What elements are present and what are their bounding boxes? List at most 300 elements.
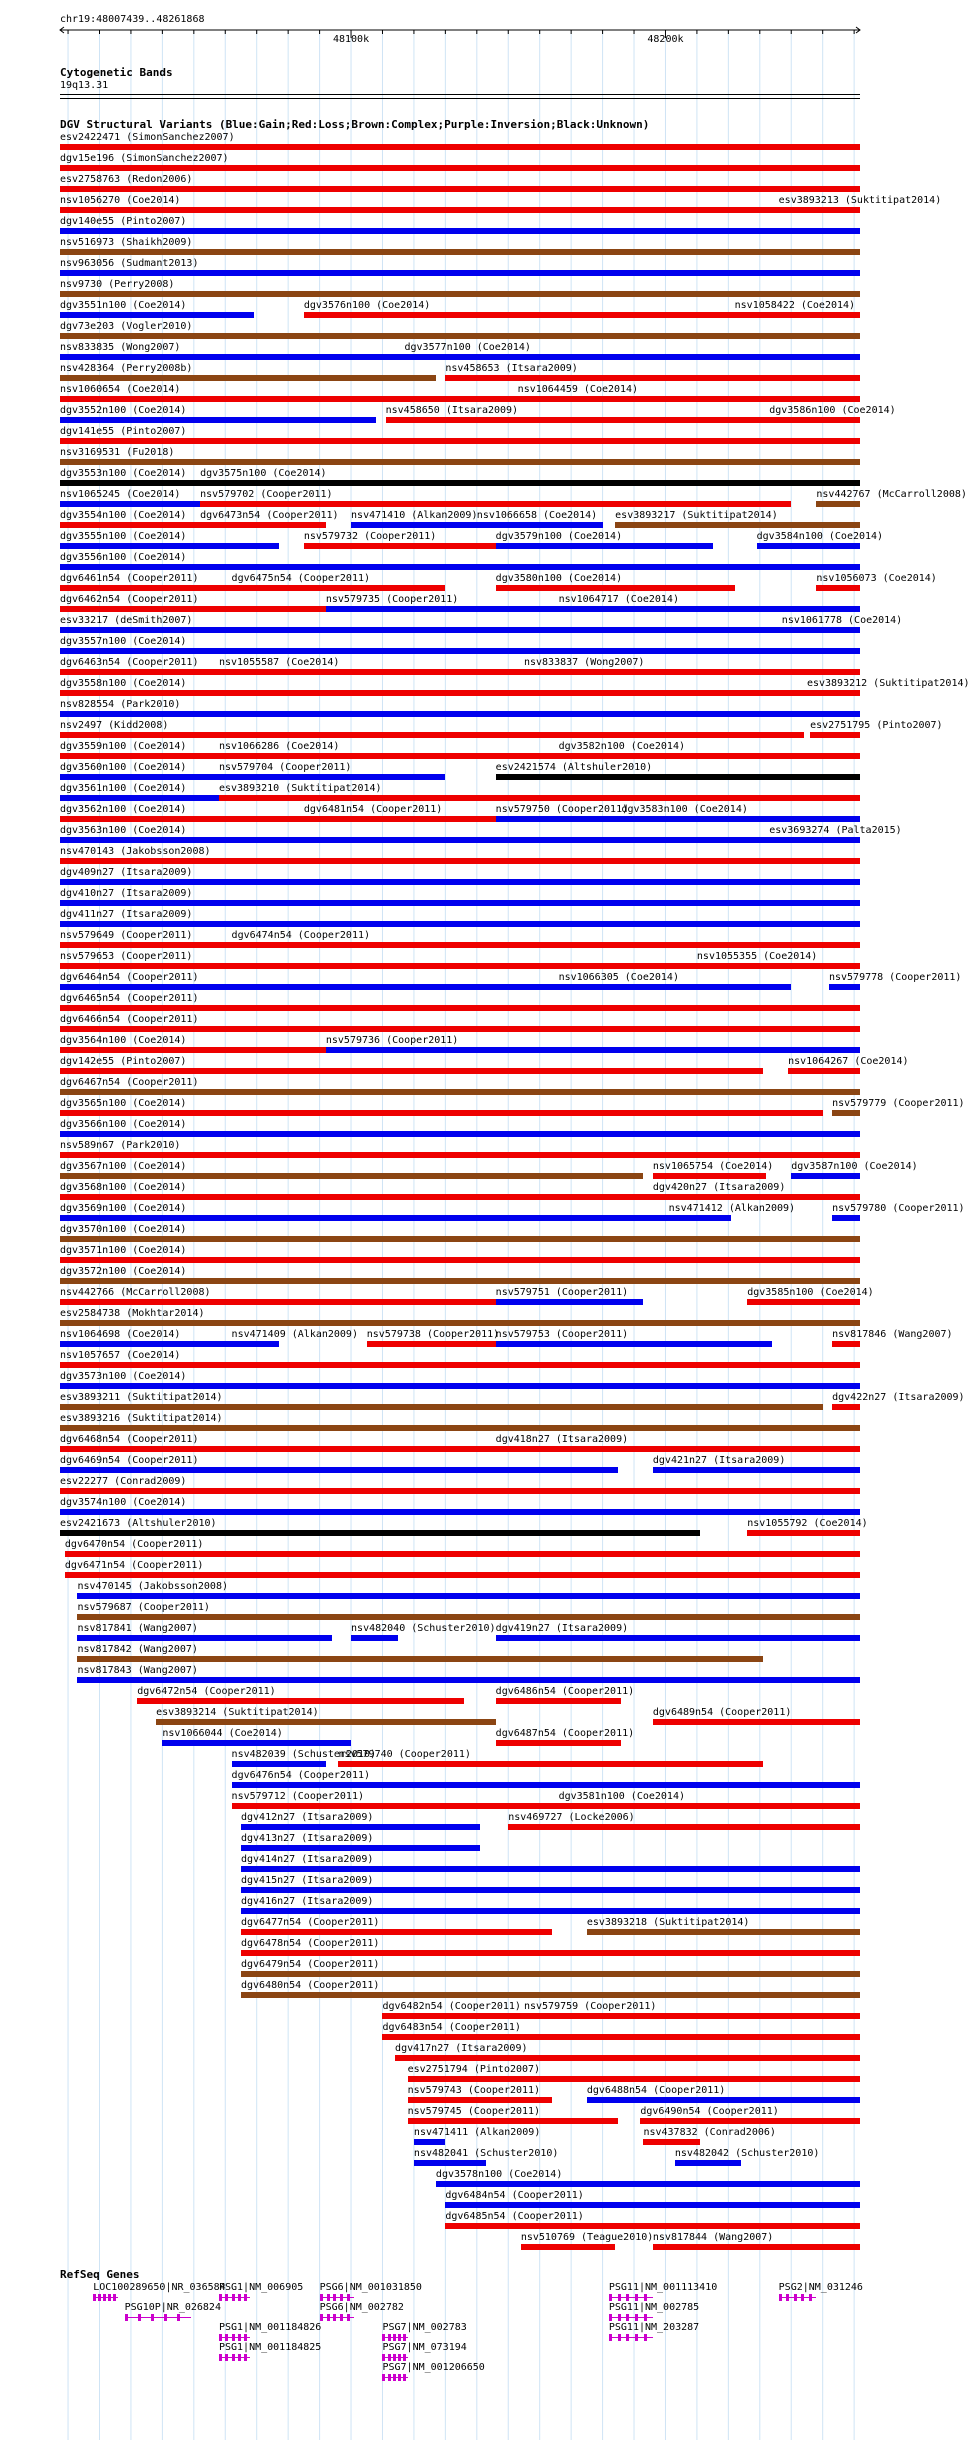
sv-label[interactable]: nsv1056270 (Coe2014): [60, 195, 181, 206]
sv-feature-loss[interactable]: [241, 1929, 552, 1935]
sv-label[interactable]: dgv3566n100 (Coe2014): [60, 1119, 187, 1130]
sv-feature-loss[interactable]: [640, 2118, 860, 2124]
sv-feature-loss[interactable]: [304, 816, 496, 822]
gene-exon[interactable]: [635, 2294, 638, 2301]
gene-exon[interactable]: [238, 2334, 241, 2341]
sv-feature-loss[interactable]: [60, 1152, 860, 1158]
sv-label[interactable]: esv2422471 (SimonSanchez2007): [60, 132, 235, 143]
sv-label[interactable]: dgv422n27 (Itsara2009): [832, 1392, 965, 1403]
sv-feature-loss[interactable]: [747, 1299, 860, 1305]
sv-feature-loss[interactable]: [559, 1803, 860, 1809]
gene-exon[interactable]: [779, 2294, 782, 2301]
sv-feature-complex[interactable]: [156, 1719, 496, 1725]
sv-feature-loss[interactable]: [60, 144, 860, 150]
sv-feature-loss[interactable]: [60, 753, 219, 759]
sv-feature-loss[interactable]: [60, 963, 697, 969]
sv-feature-gain[interactable]: [351, 1635, 398, 1641]
sv-feature-loss[interactable]: [219, 795, 860, 801]
gene-label[interactable]: PSG7|NM_002783: [382, 2322, 467, 2333]
sv-label[interactable]: dgv3582n100 (Coe2014): [558, 741, 685, 752]
sv-label[interactable]: dgv6464n54 (Cooper2011): [60, 972, 199, 983]
gene-exon[interactable]: [618, 2334, 621, 2341]
sv-feature-gain[interactable]: [769, 837, 860, 843]
sv-feature-gain[interactable]: [496, 816, 622, 822]
sv-label[interactable]: nsv1065754 (Coe2014): [652, 1161, 774, 1172]
sv-label[interactable]: dgv3558n100 (Coe2014): [60, 678, 187, 689]
gene-exon[interactable]: [347, 2294, 350, 2301]
sv-feature-gain[interactable]: [60, 921, 860, 927]
sv-label[interactable]: nsv1064267 (Coe2014): [788, 1056, 909, 1067]
sv-label[interactable]: esv3893210 (Suktitipat2014): [218, 783, 382, 794]
sv-label[interactable]: nsv1058422 (Coe2014): [734, 300, 856, 311]
gene-exon[interactable]: [320, 2314, 323, 2321]
sv-label[interactable]: dgv420n27 (Itsara2009): [652, 1182, 786, 1193]
sv-feature-gain[interactable]: [791, 1173, 860, 1179]
sv-label[interactable]: nsv1060654 (Coe2014): [60, 384, 181, 395]
sv-feature-gain[interactable]: [60, 795, 219, 801]
sv-feature-loss[interactable]: [496, 585, 735, 591]
sv-label[interactable]: dgv6478n54 (Cooper2011): [240, 1938, 380, 1949]
sv-label[interactable]: dgv3564n100 (Coe2014): [60, 1035, 187, 1046]
sv-label[interactable]: esv22277 (Conrad2009): [60, 1476, 187, 1487]
sv-label[interactable]: nsv833837 (Wong2007): [523, 657, 645, 668]
sv-label[interactable]: nsv458650 (Itsara2009): [385, 405, 519, 416]
sv-label[interactable]: nsv817846 (Wang2007): [832, 1329, 953, 1340]
sv-feature-complex[interactable]: [615, 522, 860, 528]
sv-label[interactable]: nsv589n67 (Park2010): [60, 1140, 181, 1151]
sv-label[interactable]: nsv2497 (Kidd2008): [60, 720, 169, 731]
gene-label[interactable]: PSG7|NM_073194: [382, 2342, 467, 2353]
sv-feature-gain[interactable]: [241, 1824, 480, 1830]
gene-exon[interactable]: [244, 2294, 247, 2301]
sv-label[interactable]: dgv3585n100 (Coe2014): [747, 1287, 874, 1298]
sv-label[interactable]: dgv3560n100 (Coe2014): [60, 762, 187, 773]
sv-feature-loss[interactable]: [496, 1740, 622, 1746]
sv-label[interactable]: nsv828554 (Park2010): [60, 699, 181, 710]
gene-exon[interactable]: [626, 2294, 629, 2301]
sv-label[interactable]: dgv6475n54 (Cooper2011): [231, 573, 371, 584]
sv-feature-loss[interactable]: [60, 606, 326, 612]
sv-label[interactable]: nsv9730 (Perry2008): [60, 279, 175, 290]
sv-label[interactable]: dgv3562n100 (Coe2014): [60, 804, 187, 815]
sv-feature-complex[interactable]: [60, 291, 860, 297]
sv-feature-loss[interactable]: [653, 1173, 766, 1179]
sv-label[interactable]: dgv3580n100 (Coe2014): [495, 573, 623, 584]
sv-label[interactable]: dgv6461n54 (Cooper2011): [60, 573, 199, 584]
sv-feature-gain[interactable]: [496, 1635, 860, 1641]
sv-label[interactable]: dgv410n27 (Itsara2009): [60, 888, 193, 899]
sv-feature-loss[interactable]: [304, 312, 735, 318]
sv-feature-complex[interactable]: [60, 1236, 860, 1242]
sv-feature-loss[interactable]: [60, 690, 807, 696]
sv-feature-loss[interactable]: [60, 1026, 860, 1032]
sv-feature-complex[interactable]: [60, 1320, 860, 1326]
sv-feature-loss[interactable]: [367, 1341, 496, 1347]
sv-label[interactable]: dgv3567n100 (Coe2014): [60, 1161, 187, 1172]
sv-feature-gain[interactable]: [60, 501, 200, 507]
sv-label[interactable]: nsv1066305 (Coe2014): [558, 972, 679, 983]
gene-exon[interactable]: [98, 2294, 101, 2301]
sv-feature-loss[interactable]: [241, 1950, 860, 1956]
sv-feature-gain[interactable]: [414, 2160, 486, 2166]
sv-label[interactable]: esv3893214 (Suktitipat2014): [156, 1707, 319, 1718]
sv-feature-loss[interactable]: [60, 1047, 326, 1053]
sv-label[interactable]: dgv142e55 (Pinto2007): [60, 1056, 187, 1067]
sv-feature-loss[interactable]: [445, 2223, 860, 2229]
sv-feature-loss[interactable]: [60, 1362, 860, 1368]
sv-feature-complex[interactable]: [60, 1278, 860, 1284]
sv-feature-gain[interactable]: [669, 1215, 732, 1221]
gene-exon[interactable]: [219, 2294, 222, 2301]
sv-feature-loss[interactable]: [735, 312, 860, 318]
sv-feature-gain[interactable]: [60, 879, 860, 885]
sv-label[interactable]: dgv3584n100 (Coe2014): [756, 531, 884, 542]
sv-feature-loss[interactable]: [832, 1404, 860, 1410]
sv-label[interactable]: nsv963056 (Sudmant2013): [60, 258, 199, 269]
gene-exon[interactable]: [393, 2334, 396, 2341]
gene-exon[interactable]: [164, 2314, 167, 2321]
sv-feature-loss[interactable]: [496, 1446, 860, 1452]
gene-exon[interactable]: [340, 2314, 343, 2321]
sv-label[interactable]: esv3893218 (Suktitipat2014): [586, 1917, 750, 1928]
sv-label[interactable]: dgv411n27 (Itsara2009): [60, 909, 193, 920]
sv-label[interactable]: nsv579732 (Cooper2011): [303, 531, 437, 542]
sv-feature-loss[interactable]: [747, 1530, 860, 1536]
sv-label[interactable]: dgv6480n54 (Cooper2011): [240, 1980, 380, 1991]
sv-feature-gain[interactable]: [60, 564, 860, 570]
sv-label[interactable]: dgv6468n54 (Cooper2011): [60, 1434, 199, 1445]
gene-exon[interactable]: [609, 2334, 612, 2341]
sv-label[interactable]: nsv579750 (Cooper2011): [495, 804, 629, 815]
sv-feature-loss[interactable]: [408, 2076, 860, 2082]
sv-feature-complex[interactable]: [77, 1656, 762, 1662]
gene-label[interactable]: PSG6|NM_002782: [319, 2302, 404, 2313]
sv-label[interactable]: dgv3565n100 (Coe2014): [60, 1098, 187, 1109]
sv-label[interactable]: dgv3583n100 (Coe2014): [621, 804, 748, 815]
sv-label[interactable]: esv3893217 (Suktitipat2014): [615, 510, 778, 521]
sv-feature-gain[interactable]: [60, 1341, 232, 1347]
sv-label[interactable]: nsv1055792 (Coe2014): [747, 1518, 868, 1529]
sv-feature-gain[interactable]: [445, 2202, 860, 2208]
sv-feature-gain[interactable]: [559, 606, 860, 612]
sv-feature-gain[interactable]: [414, 2139, 445, 2145]
sv-label[interactable]: nsv482041 (Schuster2010): [413, 2148, 559, 2159]
sv-label[interactable]: dgv6484n54 (Cooper2011): [445, 2190, 584, 2201]
sv-label[interactable]: nsv817844 (Wang2007): [652, 2232, 774, 2243]
sv-feature-gain[interactable]: [326, 1047, 860, 1053]
sv-label[interactable]: nsv482039 (Schuster2010): [231, 1749, 377, 1760]
sv-feature-gain[interactable]: [60, 984, 559, 990]
gene-exon[interactable]: [138, 2314, 141, 2321]
sv-label[interactable]: dgv3575n100 (Coe2014): [200, 468, 327, 479]
sv-label[interactable]: esv2584738 (Mokhtar2014): [60, 1308, 205, 1319]
sv-label[interactable]: dgv6488n54 (Cooper2011): [586, 2085, 726, 2096]
sv-feature-loss[interactable]: [788, 1068, 860, 1074]
sv-feature-gain[interactable]: [60, 1131, 860, 1137]
sv-feature-loss[interactable]: [395, 2055, 860, 2061]
gene-exon[interactable]: [333, 2294, 336, 2301]
sv-feature-loss[interactable]: [60, 1257, 860, 1263]
sv-feature-unknown[interactable]: [496, 774, 860, 780]
sv-label[interactable]: dgv6470n54 (Cooper2011): [64, 1539, 204, 1550]
gene-exon[interactable]: [635, 2334, 638, 2341]
sv-feature-loss[interactable]: [810, 732, 860, 738]
gene-exon[interactable]: [809, 2294, 812, 2301]
gene-exon[interactable]: [244, 2354, 247, 2361]
sv-feature-gain[interactable]: [404, 354, 860, 360]
sv-label[interactable]: esv3893216 (Suktitipat2014): [60, 1413, 223, 1424]
gene-exon[interactable]: [618, 2294, 621, 2301]
sv-feature-gain[interactable]: [477, 522, 603, 528]
sv-feature-gain[interactable]: [77, 1593, 860, 1599]
sv-feature-loss[interactable]: [653, 2244, 860, 2250]
sv-feature-loss[interactable]: [559, 753, 860, 759]
sv-feature-unknown[interactable]: [60, 480, 200, 486]
sv-feature-gain[interactable]: [559, 984, 792, 990]
sv-label[interactable]: dgv3555n100 (Coe2014): [60, 531, 187, 542]
sv-feature-loss[interactable]: [496, 1698, 622, 1704]
sv-label[interactable]: nsv579649 (Cooper2011): [60, 930, 193, 941]
sv-label[interactable]: dgv6490n54 (Cooper2011): [640, 2106, 779, 2117]
gene-exon[interactable]: [238, 2354, 241, 2361]
sv-label[interactable]: nsv579738 (Cooper2011): [366, 1329, 500, 1340]
sv-label[interactable]: dgv412n27 (Itsara2009): [240, 1812, 374, 1823]
gene-exon[interactable]: [626, 2314, 629, 2321]
gene-exon[interactable]: [225, 2354, 228, 2361]
sv-feature-gain[interactable]: [60, 1215, 669, 1221]
sv-feature-complex[interactable]: [60, 1404, 823, 1410]
sv-label[interactable]: dgv3553n100 (Coe2014): [60, 468, 187, 479]
sv-feature-loss[interactable]: [232, 942, 860, 948]
sv-label[interactable]: dgv3572n100 (Coe2014): [60, 1266, 187, 1277]
sv-feature-loss[interactable]: [697, 963, 860, 969]
sv-feature-loss[interactable]: [60, 732, 804, 738]
sv-label[interactable]: dgv418n27 (Itsara2009): [495, 1434, 629, 1445]
sv-feature-loss[interactable]: [304, 543, 496, 549]
sv-feature-loss[interactable]: [382, 2013, 523, 2019]
gene-exon[interactable]: [403, 2354, 406, 2361]
sv-label[interactable]: nsv470143 (Jakobsson2008): [60, 846, 211, 857]
sv-feature-gain[interactable]: [832, 1215, 860, 1221]
gene-exon[interactable]: [388, 2354, 391, 2361]
sv-label[interactable]: dgv6487n54 (Cooper2011): [495, 1728, 635, 1739]
sv-label[interactable]: esv33217 (deSmith2007): [60, 615, 193, 626]
sv-feature-gain[interactable]: [60, 1509, 860, 1515]
sv-feature-loss[interactable]: [60, 207, 779, 213]
gene-exon[interactable]: [177, 2314, 180, 2321]
sv-feature-gain[interactable]: [60, 354, 404, 360]
sv-label[interactable]: dgv141e55 (Pinto2007): [60, 426, 187, 437]
sv-label[interactable]: nsv579743 (Cooper2011): [407, 2085, 541, 2096]
sv-label[interactable]: dgv3552n100 (Coe2014): [60, 405, 187, 416]
sv-label[interactable]: nsv3169531 (Fu2018): [60, 447, 175, 458]
gene-exon[interactable]: [393, 2374, 396, 2381]
sv-label[interactable]: esv2421673 (Altshuler2010): [60, 1518, 217, 1529]
sv-feature-gain[interactable]: [60, 543, 279, 549]
gene-exon[interactable]: [108, 2294, 111, 2301]
sv-feature-unknown[interactable]: [200, 480, 860, 486]
gene-label[interactable]: PSG1|NM_001184826: [218, 2322, 322, 2333]
sv-feature-gain[interactable]: [675, 2160, 741, 2166]
sv-feature-loss[interactable]: [60, 1005, 860, 1011]
sv-feature-loss[interactable]: [338, 1761, 762, 1767]
sv-feature-loss[interactable]: [643, 2139, 700, 2145]
sv-label[interactable]: dgv6472n54 (Cooper2011): [137, 1686, 276, 1697]
sv-label[interactable]: dgv3579n100 (Coe2014): [495, 531, 623, 542]
sv-label[interactable]: esv2751794 (Pinto2007): [407, 2064, 541, 2075]
sv-label[interactable]: nsv579687 (Cooper2011): [77, 1602, 210, 1613]
sv-label[interactable]: nsv579712 (Cooper2011): [231, 1791, 364, 1802]
gene-exon[interactable]: [103, 2294, 106, 2301]
sv-feature-loss[interactable]: [386, 417, 810, 423]
sv-label[interactable]: nsv579753 (Cooper2011): [495, 1329, 629, 1340]
sv-feature-gain[interactable]: [436, 2181, 860, 2187]
sv-feature-complex[interactable]: [60, 333, 860, 339]
gene-exon[interactable]: [232, 2334, 235, 2341]
sv-label[interactable]: dgv15e196 (SimonSanchez2007): [60, 153, 229, 164]
sv-feature-gain[interactable]: [241, 1908, 860, 1914]
sv-feature-gain[interactable]: [60, 774, 219, 780]
sv-feature-loss[interactable]: [653, 1194, 860, 1200]
sv-label[interactable]: nsv442767 (McCarroll2008): [816, 489, 967, 500]
sv-feature-gain[interactable]: [326, 606, 559, 612]
sv-feature-loss[interactable]: [769, 417, 860, 423]
sv-feature-loss[interactable]: [60, 165, 860, 171]
sv-label[interactable]: nsv442766 (McCarroll2008): [60, 1287, 211, 1298]
sv-label[interactable]: nsv579740 (Cooper2011): [338, 1749, 471, 1760]
gene-exon[interactable]: [347, 2314, 350, 2321]
gene-exon[interactable]: [125, 2314, 128, 2321]
gene-label[interactable]: PSG7|NM_001206650: [382, 2362, 485, 2373]
sv-feature-loss[interactable]: [408, 2097, 553, 2103]
sv-feature-gain[interactable]: [241, 1845, 480, 1851]
gene-exon[interactable]: [398, 2334, 401, 2341]
sv-label[interactable]: nsv1055355 (Coe2014): [696, 951, 818, 962]
sv-label[interactable]: esv3693274 (Palta2015): [769, 825, 902, 836]
sv-label[interactable]: dgv3556n100 (Coe2014): [60, 552, 187, 563]
sv-label[interactable]: nsv817843 (Wang2007): [77, 1665, 198, 1676]
sv-label[interactable]: dgv6479n54 (Cooper2011): [240, 1959, 380, 1970]
gene-exon[interactable]: [327, 2314, 330, 2321]
sv-label[interactable]: dgv413n27 (Itsara2009): [240, 1833, 374, 1844]
sv-label[interactable]: nsv471409 (Alkan2009): [231, 1329, 358, 1340]
gene-exon[interactable]: [794, 2294, 797, 2301]
sv-feature-gain[interactable]: [60, 228, 860, 234]
sv-label[interactable]: dgv6482n54 (Cooper2011): [382, 2001, 521, 2012]
sv-feature-gain[interactable]: [219, 774, 445, 780]
gene-exon[interactable]: [635, 2314, 638, 2321]
sv-label[interactable]: dgv416n27 (Itsara2009): [240, 1896, 374, 1907]
sv-label[interactable]: dgv3571n100 (Coe2014): [60, 1245, 187, 1256]
gene-label[interactable]: LOC100289650|NR_036584: [93, 2282, 226, 2293]
gene-label[interactable]: PSG1|NM_001184825: [218, 2342, 322, 2353]
sv-feature-gain[interactable]: [757, 543, 860, 549]
sv-label[interactable]: nsv1066658 (Coe2014): [476, 510, 598, 521]
sv-label[interactable]: nsv469727 (Locke2006): [508, 1812, 635, 1823]
sv-label[interactable]: dgv421n27 (Itsara2009): [652, 1455, 786, 1466]
sv-feature-gain[interactable]: [60, 1383, 860, 1389]
gene-exon[interactable]: [388, 2334, 391, 2341]
sv-label[interactable]: dgv3554n100 (Coe2014): [60, 510, 187, 521]
sv-label[interactable]: nsv1064459 (Coe2014): [517, 384, 639, 395]
sv-label[interactable]: nsv579704 (Cooper2011): [218, 762, 352, 773]
sv-label[interactable]: dgv6489n54 (Cooper2011): [652, 1707, 792, 1718]
sv-label[interactable]: nsv1064698 (Coe2014): [60, 1329, 181, 1340]
gene-exon[interactable]: [244, 2334, 247, 2341]
sv-label[interactable]: nsv817841 (Wang2007): [77, 1623, 198, 1634]
sv-label[interactable]: nsv579779 (Cooper2011): [832, 1098, 965, 1109]
gene-exon[interactable]: [225, 2294, 228, 2301]
sv-feature-loss[interactable]: [60, 1488, 860, 1494]
sv-label[interactable]: dgv3557n100 (Coe2014): [60, 636, 187, 647]
gene-label[interactable]: PSG10P|NR_026824: [124, 2302, 221, 2313]
gene-exon[interactable]: [232, 2294, 235, 2301]
sv-feature-gain[interactable]: [829, 984, 860, 990]
sv-feature-complex[interactable]: [60, 1173, 643, 1179]
sv-label[interactable]: nsv458653 (Itsara2009): [445, 363, 578, 374]
sv-feature-complex[interactable]: [832, 1110, 860, 1116]
sv-feature-complex[interactable]: [60, 1089, 860, 1095]
sv-label[interactable]: nsv579780 (Cooper2011): [832, 1203, 965, 1214]
sv-label[interactable]: nsv579745 (Cooper2011): [407, 2106, 541, 2117]
sv-feature-loss[interactable]: [60, 669, 219, 675]
sv-feature-gain[interactable]: [60, 312, 254, 318]
sv-label[interactable]: nsv1057657 (Coe2014): [60, 1350, 181, 1361]
sv-label[interactable]: dgv3573n100 (Coe2014): [60, 1371, 187, 1382]
sv-label[interactable]: dgv3581n100 (Coe2014): [558, 1791, 685, 1802]
sv-label[interactable]: esv2758763 (Redon2006): [60, 174, 193, 185]
sv-feature-loss[interactable]: [60, 396, 518, 402]
sv-label[interactable]: nsv1061778 (Coe2014): [781, 615, 903, 626]
sv-label[interactable]: dgv6471n54 (Cooper2011): [64, 1560, 204, 1571]
gene-exon[interactable]: [398, 2354, 401, 2361]
sv-feature-unknown[interactable]: [60, 1530, 700, 1536]
sv-feature-gain[interactable]: [162, 1740, 351, 1746]
gene-label[interactable]: PSG6|NM_001031850: [319, 2282, 422, 2293]
sv-label[interactable]: dgv6481n54 (Cooper2011): [303, 804, 443, 815]
sv-feature-loss[interactable]: [816, 585, 860, 591]
sv-feature-gain[interactable]: [241, 1866, 860, 1872]
sv-feature-gain[interactable]: [241, 1887, 860, 1893]
sv-label[interactable]: dgv414n27 (Itsara2009): [240, 1854, 374, 1865]
sv-label[interactable]: dgv6485n54 (Cooper2011): [445, 2211, 584, 2222]
sv-feature-gain[interactable]: [77, 1677, 860, 1683]
sv-label[interactable]: dgv3578n100 (Coe2014): [435, 2169, 563, 2180]
gene-label[interactable]: PSG11|NM_001113410: [608, 2282, 718, 2293]
sv-label[interactable]: dgv73e203 (Vogler2010): [60, 321, 193, 332]
sv-feature-complex[interactable]: [60, 249, 860, 255]
sv-label[interactable]: esv2421574 (Altshuler2010): [495, 762, 653, 773]
sv-feature-gain[interactable]: [232, 1341, 279, 1347]
gene-label[interactable]: PSG11|NM_002785: [608, 2302, 700, 2313]
sv-label[interactable]: esv3893211 (Suktitipat2014): [60, 1392, 223, 1403]
sv-feature-complex[interactable]: [241, 1992, 860, 1998]
sv-feature-loss[interactable]: [232, 1803, 559, 1809]
sv-feature-loss[interactable]: [524, 2013, 860, 2019]
sv-feature-gain[interactable]: [587, 2097, 860, 2103]
sv-label[interactable]: nsv470145 (Jakobsson2008): [77, 1581, 228, 1592]
sv-feature-gain[interactable]: [232, 1761, 326, 1767]
sv-feature-gain[interactable]: [496, 1341, 773, 1347]
sv-feature-loss[interactable]: [137, 1698, 464, 1704]
sv-label[interactable]: dgv3576n100 (Coe2014): [303, 300, 431, 311]
sv-feature-complex[interactable]: [77, 1614, 860, 1620]
sv-label[interactable]: dgv3586n100 (Coe2014): [769, 405, 896, 416]
sv-feature-complex[interactable]: [60, 459, 860, 465]
gene-exon[interactable]: [644, 2334, 647, 2341]
sv-feature-gain[interactable]: [496, 543, 713, 549]
sv-label[interactable]: dgv6474n54 (Cooper2011): [231, 930, 371, 941]
